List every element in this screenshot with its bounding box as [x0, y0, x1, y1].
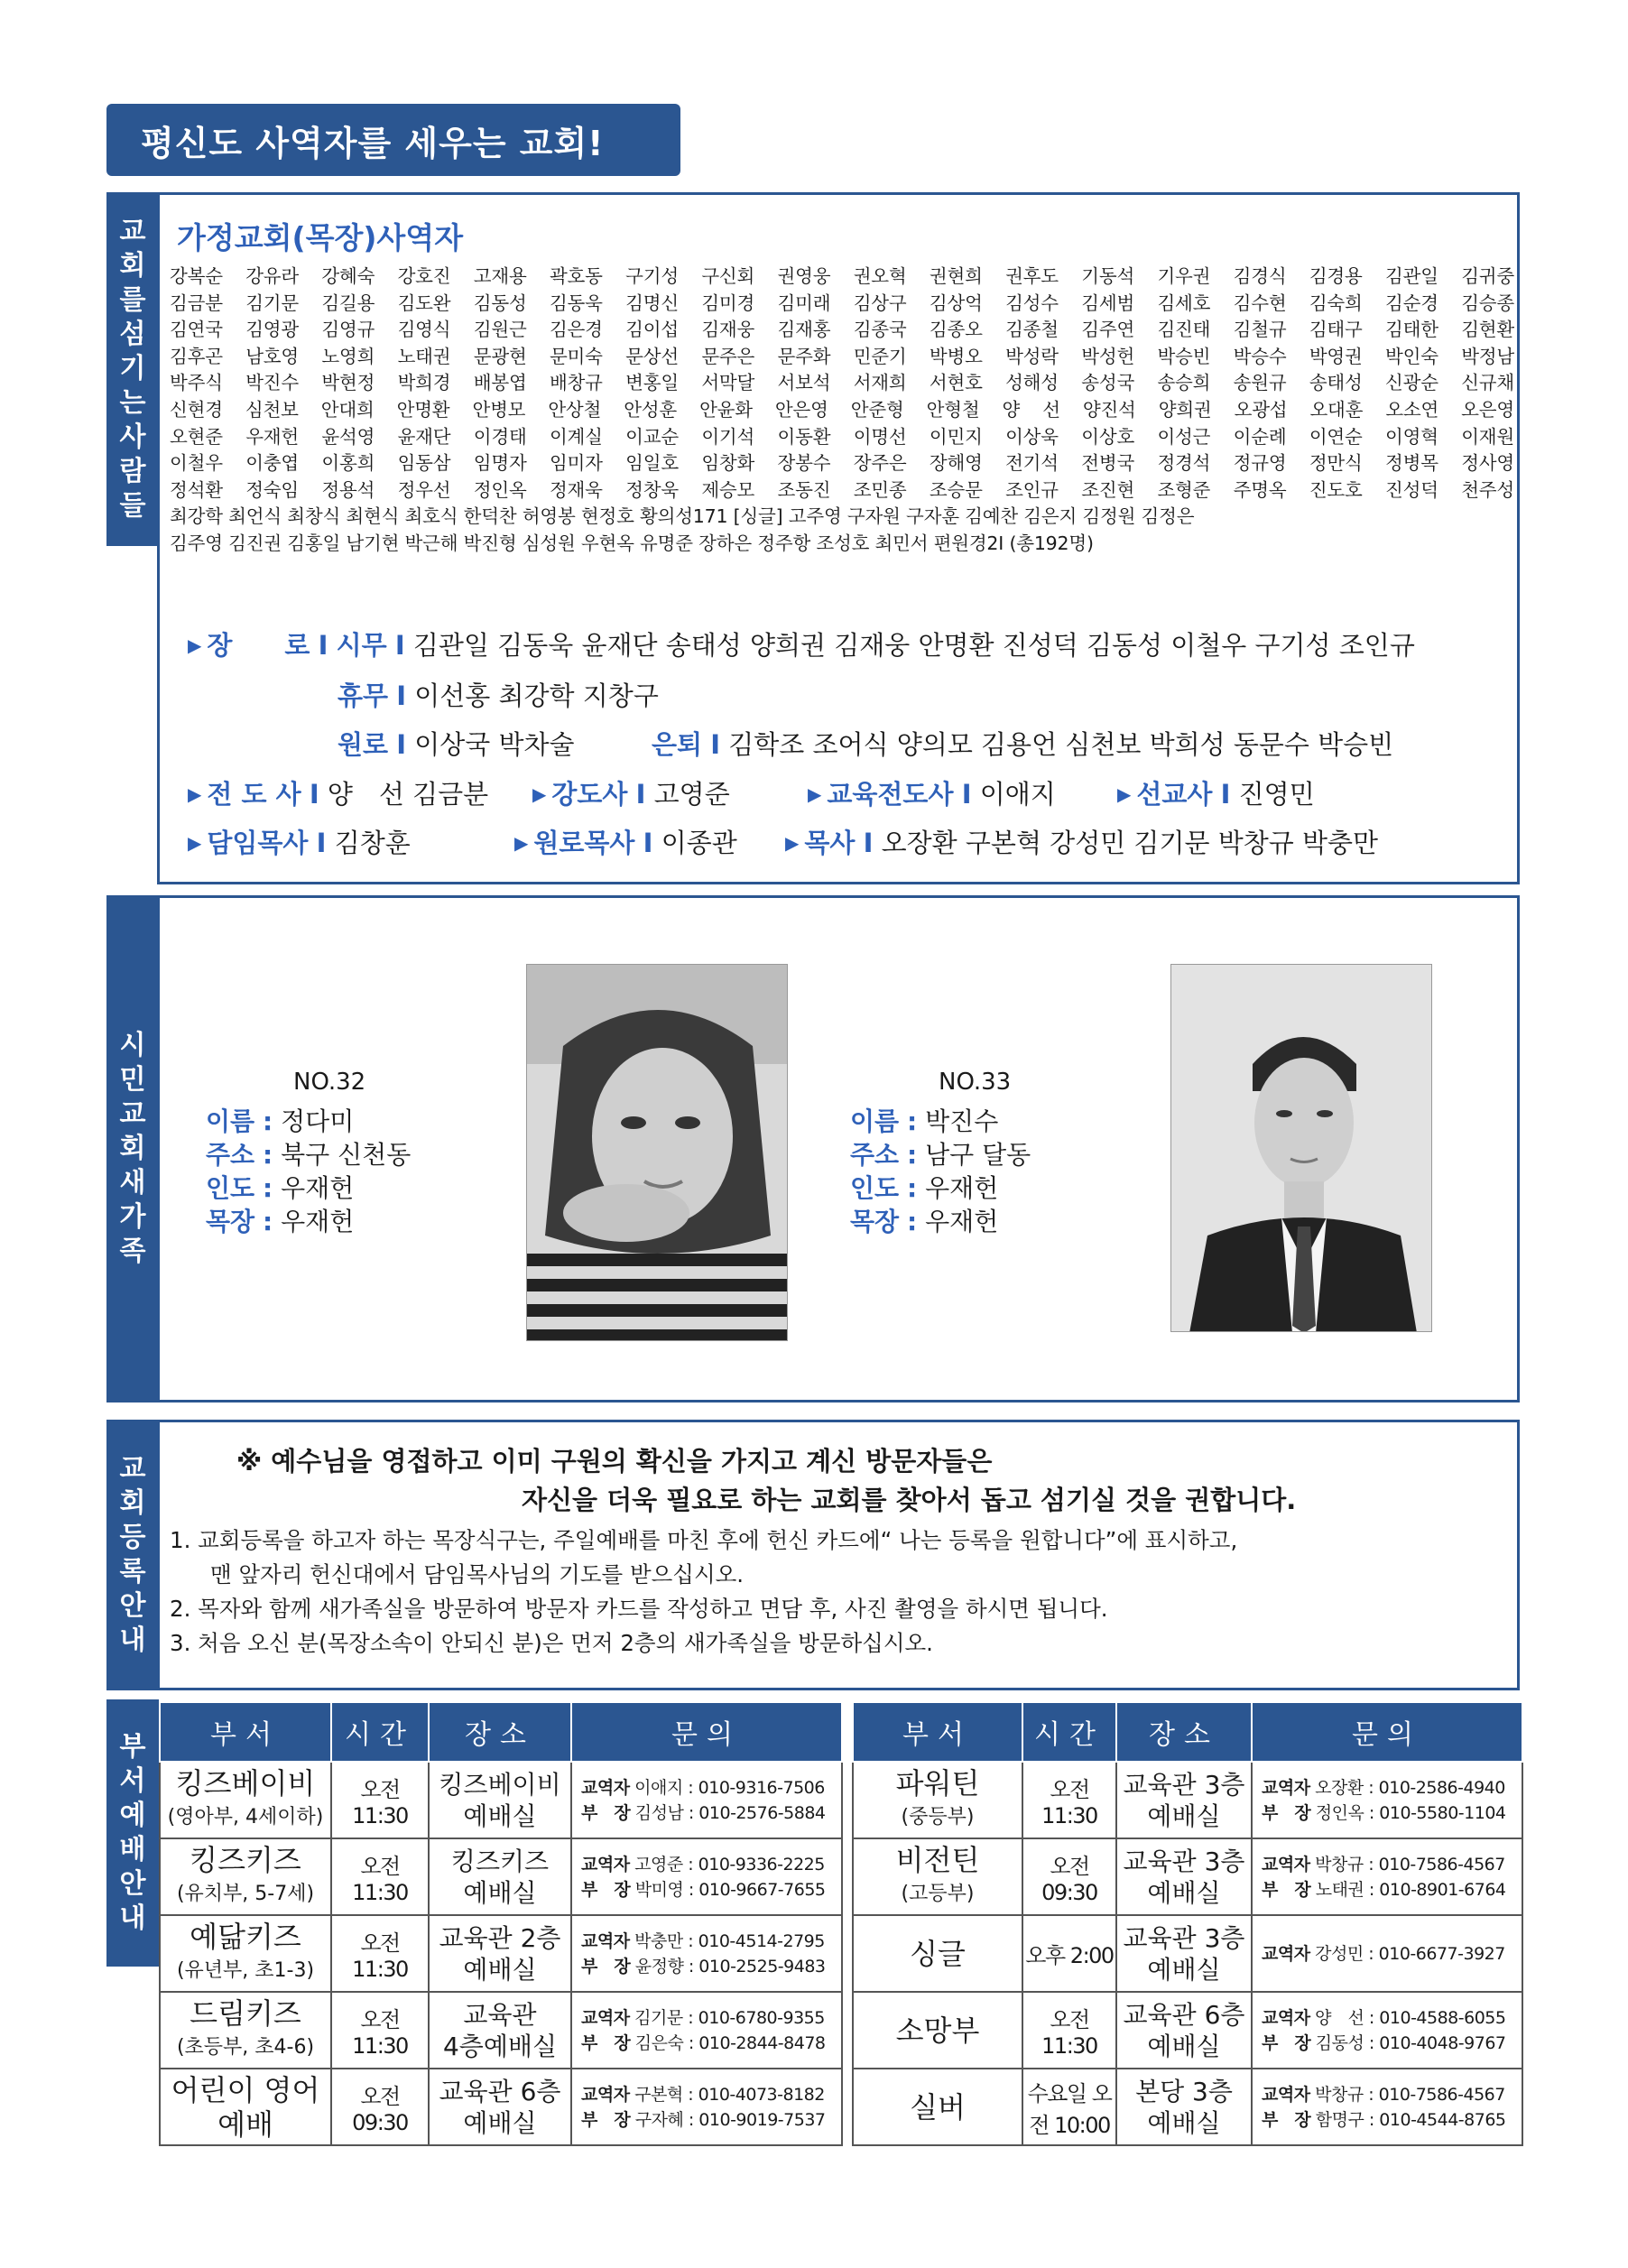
place-cell: [1116, 1762, 1252, 1838]
contact-role: 교역자: [1262, 1943, 1310, 1964]
separator: I: [394, 630, 405, 661]
dept-name: 어린이 영어예배: [171, 2072, 320, 2142]
dept-sub: (유년부, 초1-3): [176, 1958, 315, 1982]
schedule-row: [853, 2069, 1522, 2145]
side-label-char: 들: [119, 490, 146, 522]
contact-line-1: [581, 1775, 841, 1801]
place-cell: [429, 2069, 571, 2145]
senior-label: 담임목사: [207, 828, 309, 858]
contact-line-1: [581, 1929, 841, 1954]
dept-cell: [160, 1992, 331, 2069]
emeritus-pastor-label: 원로목사: [533, 828, 635, 858]
contact-value: 정인옥 : 010-5580-1104: [1315, 1802, 1506, 1823]
time-cell: 오후 2:00: [1022, 1915, 1116, 1992]
contact-cell: [571, 1762, 842, 1838]
dept-name: 비전틴: [895, 1842, 980, 1877]
header-contact: 문의: [571, 1702, 842, 1762]
member-leader-row: 목장 : 우재헌: [206, 1207, 355, 1236]
place-line-1: 교육관 3층: [1123, 1922, 1245, 1953]
place-line-1: 교육관 3층: [1123, 1769, 1245, 1800]
servant-names-line: 오현준 우재헌 윤석영 윤재단 이경태 이계실 이교순 이기석 이동환 이명선 이민지 이상욱 이상호 이성근 이순례 이연순 이영혁 이재원: [170, 425, 1514, 448]
contact-role: 부 장: [1262, 2032, 1311, 2053]
schedule-table-left: [159, 1701, 843, 2146]
triangle-icon: ▶: [188, 783, 202, 805]
schedule-row: [160, 1992, 842, 2069]
contact-value: 윤정향 : 010-2525-9483: [634, 1956, 826, 1976]
header-dept: 부서: [160, 1702, 331, 1762]
retired-elders: 김학조 조어식 양의모 김용언 심천보 박희성 동문수 박승빈: [728, 729, 1394, 760]
contact-value: 박미영 : 010-9667-7655: [634, 1879, 826, 1900]
contact-line-1: [1262, 1775, 1522, 1801]
schedule-row: [160, 2069, 842, 2145]
edu-label: 교육전도사: [827, 779, 954, 810]
dept-name: 실버: [910, 2089, 966, 2125]
photo-woman-image: [527, 965, 788, 1341]
contact-role: 부 장: [1262, 2109, 1311, 2130]
schedule-row: [160, 1838, 842, 1915]
servant-names-line: 강복순 강유라 강혜숙 강호진 고재용 곽호동 구기성 구신회 권영웅 권오혁 권현희 권후도 기동석 기우권 김경식 김경용 김관일 김귀중: [170, 265, 1514, 287]
contact-line-2: [1262, 1801, 1522, 1826]
staff-row-preacher: [532, 774, 730, 811]
time-cell: 오전 11:30: [331, 1992, 429, 2069]
time-cell: 오전 11:30: [331, 1762, 429, 1838]
place-line-2: 예배실: [463, 1877, 537, 1908]
member-number: NO.33: [939, 1069, 1012, 1096]
missionary: 진영민: [1238, 779, 1315, 810]
place-line-2: 예배실: [1147, 2107, 1221, 2138]
triangle-icon: ▶: [808, 783, 822, 805]
side-label-char: 회: [119, 250, 146, 282]
place-cell: [1116, 1992, 1252, 2069]
separator: I: [863, 828, 874, 858]
side-label-char: 사: [119, 421, 146, 453]
side-label-text: [120, 1029, 146, 1269]
side-label-char: 록: [119, 1556, 146, 1588]
contact-line-1: [1262, 2005, 1522, 2031]
contact-role: 교역자: [1262, 2084, 1310, 2105]
member-name: 박진수: [925, 1106, 999, 1136]
member-address-row: 주소 : 북구 신천동: [206, 1140, 412, 1170]
triangle-icon: ▶: [188, 832, 202, 854]
place-cell: [429, 1762, 571, 1838]
dept-name: 킹즈베이비: [175, 1765, 316, 1801]
contact-cell: [1252, 1762, 1522, 1838]
side-label-text: [120, 1730, 146, 1936]
contact-role: 교역자: [581, 1854, 630, 1875]
contact-role: 부 장: [581, 2109, 631, 2130]
contact-line-2: [581, 1954, 841, 1979]
servant-names-line: 이철우 이충엽 이홍희 임동삼 임명자 임미자 임일호 임창화 장봉수 장주은 장해영 전기석 전병국 정경석 정규영 정만식 정병목 정사영: [170, 452, 1514, 475]
header-dept: 부서: [853, 1702, 1022, 1762]
place-line-2: 예배실: [1147, 2031, 1221, 2061]
address-key: 주소: [206, 1140, 255, 1170]
place-line-1: 킹즈키즈: [450, 1846, 550, 1876]
separator: I: [316, 828, 327, 858]
staff-row-edu: [808, 774, 1056, 811]
contact-role: 교역자: [1262, 1777, 1310, 1798]
emeritus-pastor: 이종관: [661, 828, 737, 858]
side-label-text: [120, 1452, 146, 1658]
time-cell: 오전 09:30: [1022, 1838, 1116, 1915]
servant-names: [170, 264, 1514, 558]
evangelist-label: 전 도 사: [207, 779, 301, 810]
side-label-char: 내: [119, 1902, 146, 1934]
triangle-icon: ▶: [1117, 783, 1132, 805]
place-cell: [1116, 2069, 1252, 2145]
side-label-char: 예: [119, 1800, 146, 1831]
dept-cell: [853, 1992, 1022, 2069]
header-place: 장소: [429, 1702, 571, 1762]
contact-role: 교역자: [581, 1930, 630, 1951]
separator: I: [961, 779, 972, 810]
side-label-char: 교: [119, 1098, 146, 1130]
contact-value: 구본혁 : 010-4073-8182: [634, 2084, 825, 2105]
triangle-icon: ▶: [188, 634, 202, 656]
side-label-char: 교: [119, 1453, 146, 1485]
contact-role: 부 장: [1262, 1879, 1311, 1900]
member-guide: 우재헌: [925, 1173, 999, 1203]
schedule-row: [853, 1762, 1522, 1838]
dept-sub: (고등부): [901, 1882, 975, 1905]
side-label-char: 등: [119, 1522, 146, 1553]
separator: I: [1220, 779, 1231, 810]
contact-role: 교역자: [581, 2007, 630, 2028]
side-label-char: 민: [119, 1064, 146, 1096]
separator: I: [635, 779, 646, 810]
place-cell: [1116, 1915, 1252, 1992]
member-photo: [1170, 964, 1432, 1332]
dept-cell: [160, 2069, 331, 2145]
schedule-row: [853, 1992, 1522, 2069]
separator: I: [396, 729, 407, 760]
leader-key: 목장: [850, 1207, 900, 1236]
header-place: 장소: [1116, 1702, 1252, 1762]
contact-role: 부 장: [581, 2032, 631, 2053]
preacher: 고영준: [653, 779, 730, 810]
place-line-1: 본당 3층: [1135, 2076, 1233, 2106]
contact-role: 부 장: [1262, 1802, 1311, 1823]
place-line-1: 교육관 6층: [439, 2076, 561, 2106]
schedule-row: [160, 1762, 842, 1838]
member-photo: [526, 964, 788, 1341]
schedule-row: [853, 1915, 1522, 1992]
dept-name: 킹즈키즈: [190, 1842, 301, 1877]
header-time: 시간: [331, 1702, 429, 1762]
side-label-registration: [106, 1420, 159, 1690]
contact-line-1: [581, 1852, 841, 1877]
member-leader: 우재헌: [925, 1207, 999, 1236]
place-line-1: 킹즈베이비: [439, 1769, 561, 1800]
elder-label: 장 로: [207, 630, 310, 661]
side-label-char: 는: [119, 387, 146, 419]
servant-names-line: 정석환 정숙임 정용석 정우선 정인옥 정재욱 정창욱 제승모 조동진 조민종 조승문 조인규 조진현 조형준 주명옥 진도호 진성덕 천주성: [170, 478, 1514, 501]
dept-cell: [853, 2069, 1022, 2145]
dept-cell: [160, 1762, 331, 1838]
separator: I: [710, 729, 721, 760]
side-label-char: 새: [119, 1167, 146, 1199]
leave-elders: 이선홍 최강학 지창구: [414, 680, 659, 711]
contact-value: 김동성 : 010-4048-9767: [1315, 2032, 1506, 2053]
retired-label: 은퇴: [652, 729, 703, 760]
leader-key: 목장: [206, 1207, 255, 1236]
side-label-char: 가: [119, 1201, 146, 1233]
active-elders: 김관일 김동욱 윤재단 송태성 양희권 김재웅 안명환 진성덕 김동성 이철우 구기성 조인규: [412, 630, 1415, 661]
servants-title: 가정교회(목장)사역자: [177, 220, 464, 255]
emeritus-elders: 이상국 박차술: [414, 729, 575, 760]
staff-row-emeritus-pastor: [514, 823, 737, 860]
member-guide: 우재헌: [281, 1173, 355, 1203]
side-label-text: [120, 215, 146, 523]
preacher-label: 강도사: [551, 779, 628, 810]
triangle-icon: ▶: [532, 783, 547, 805]
name-key: 이름: [206, 1106, 255, 1136]
side-label-char: 배: [119, 1834, 146, 1865]
place-cell: [429, 1915, 571, 1992]
notice-line-1: ※ 예수님을 영접하고 이미 구원의 확신을 가지고 계신 방문자들은: [236, 1446, 993, 1477]
emeritus-label: 원로: [338, 729, 389, 760]
side-label-char: 부: [119, 1731, 146, 1763]
contact-line-1: [581, 2082, 841, 2107]
time-cell: 오전 11:30: [1022, 1762, 1116, 1838]
member-name: 정다미: [281, 1106, 355, 1136]
contact-role: 부 장: [581, 1802, 631, 1823]
contact-role: 교역자: [1262, 2007, 1310, 2028]
dept-name: 예닮키즈: [190, 1919, 301, 1954]
servant-names-line: 김후곤 남호영 노영희 노태권 문광현 문미숙 문상선 문주은 문주화 민준기 박병오 박성락 박성헌 박승빈 박승수 박영권 박인숙 박정남: [170, 345, 1514, 367]
dept-name: 소망부: [895, 2013, 980, 2048]
side-label-char: 시: [119, 1030, 146, 1061]
contact-value: 함명구 : 010-4544-8765: [1315, 2109, 1506, 2130]
place-line-2: 예배실: [1147, 1801, 1221, 1831]
triangle-icon: ▶: [785, 832, 800, 854]
contact-value: 양 선 : 010-4588-6055: [1315, 2007, 1506, 2028]
place-cell: [429, 1838, 571, 1915]
side-label-char: 내: [119, 1625, 146, 1656]
header-contact: 문의: [1252, 1702, 1522, 1762]
contact-role: 교역자: [1262, 1854, 1310, 1875]
time-cell: 수요일 오전 10:00: [1022, 2069, 1116, 2145]
staff-row-elders: [188, 625, 1415, 662]
contact-value: 오장환 : 010-2586-4940: [1315, 1777, 1505, 1798]
place-line-1: 교육관 3층: [1123, 1846, 1245, 1876]
place-line-2: 예배실: [463, 1801, 537, 1831]
member-number: NO.32: [293, 1069, 366, 1096]
servant-names-line: 김연국 김영광 김영규 김영식 김원근 김은경 김이섭 김재웅 김재홍 김종국 김종오 김종철 김주연 김진태 김철규 김태구 김태한 김현환: [170, 319, 1514, 341]
active-label: 시무: [336, 630, 387, 661]
pastors: 오장환 구본혁 강성민 김기문 박창규 박충만: [881, 828, 1379, 858]
place-cell: [1116, 1838, 1252, 1915]
place-line-1: 교육관 2층: [439, 1922, 561, 1953]
side-label-char: 교: [119, 216, 146, 247]
time-cell: 오전 11:30: [331, 1838, 429, 1915]
contact-value: 박충만 : 010-4514-2795: [634, 1930, 825, 1951]
address-key: 주소: [850, 1140, 900, 1170]
side-label-char: 를: [119, 284, 146, 316]
member-leader-row: 목장 : 우재헌: [850, 1207, 999, 1236]
contact-value: 김성남 : 010-2576-5884: [634, 1802, 826, 1823]
member-address-row: 주소 : 남구 달동: [850, 1140, 1031, 1170]
side-label-char: 서: [119, 1765, 146, 1797]
contact-value: 김기문 : 010-6780-9355: [634, 2007, 825, 2028]
dept-cell: [160, 1915, 331, 1992]
notice-line-2: 자신을 더욱 필요로 하는 교회를 찾아서 돕고 섬기실 것을 권합니다.: [522, 1485, 1297, 1515]
dept-cell: [853, 1762, 1022, 1838]
guide-item-1: 1. 교회등록을 하고자 하는 목장식구는, 주일예배를 마친 후에 헌신 카드에“ 나는 등록을 원합니다”에 표시하고,: [170, 1527, 1238, 1553]
dept-sub: (영아부, 4세이하): [167, 1805, 324, 1828]
contact-line-1: [581, 2005, 841, 2031]
dept-sub: (중등부): [901, 1805, 975, 1828]
member-name-row: 이름 : 박진수: [850, 1106, 999, 1136]
servant-names-line: 김금분 김기문 김길용 김도완 김동성 김동욱 김명신 김미경 김미래 김상구 김상억 김성수 김세범 김세호 김수현 김숙희 김순경 김승종: [170, 292, 1514, 314]
contact-value: 노태권 : 010-8901-6764: [1315, 1879, 1506, 1900]
dept-name: 파워틴: [895, 1765, 980, 1801]
photo-man-image: [1171, 965, 1432, 1332]
servant-names-line: 신현경 심천보 안대희 안명환 안병모 안상철 안성훈 안윤화 안은영 안준형 안형철 양 선 양진석 양희권 오광섭 오대훈 오소연 오은영: [170, 398, 1514, 421]
place-line-2: 예배실: [1147, 1954, 1221, 1985]
guide-key: 인도: [206, 1173, 255, 1203]
side-label-char: 기: [119, 353, 146, 384]
contact-line-1: [1262, 1941, 1522, 1967]
place-line-1: 교육관 6층: [1123, 1999, 1245, 2030]
place-line-2: 예배실: [1147, 1877, 1221, 1908]
contact-cell: [1252, 1992, 1522, 2069]
guide-item-2: 2. 목자와 함께 새가족실을 방문하여 방문자 카드를 작성하고 면담 후, 사진 촬영을 하시면 됩니다.: [170, 1596, 1108, 1622]
header-time: 시간: [1022, 1702, 1116, 1762]
place-line-2: 4층예배실: [442, 2031, 557, 2061]
dept-cell: [160, 1838, 331, 1915]
contact-line-1: [1262, 1852, 1522, 1877]
side-label-char: 회: [119, 1133, 146, 1164]
servant-names-line: 박주식 박진수 박현정 박희경 배봉엽 배창규 변홍일 서막달 서보석 서재희 서현호 성해성 송성국 송승희 송원규 송태성 신광순 신규채: [170, 372, 1514, 394]
servant-names-line: 김주영 김진권 김홍일 남기현 박근해 박진형 심성원 우현옥 유명준 장하은 정주항 조성호 최민서 편원경2I (총192명): [170, 532, 1094, 554]
side-label-char: 람: [119, 456, 146, 487]
contact-role: 교역자: [581, 1777, 630, 1798]
contact-value: 박창규 : 010-7586-4567: [1315, 1854, 1505, 1875]
staff-row-senior: [188, 823, 411, 860]
separator: I: [643, 828, 653, 858]
side-label-dept-worship: [106, 1699, 159, 1967]
separator: I: [396, 680, 407, 711]
contact-cell: [1252, 2069, 1522, 2145]
contact-value: 구자혜 : 010-9019-7537: [634, 2109, 826, 2130]
contact-role: 교역자: [581, 2084, 630, 2105]
contact-cell: [571, 2069, 842, 2145]
place-line-1: 교육관: [463, 1999, 537, 2030]
dept-sub: (초등부, 초4-6): [176, 2035, 315, 2059]
triangle-icon: ▶: [514, 832, 529, 854]
senior-pastor: 김창훈: [334, 828, 411, 858]
side-label-servants: [106, 192, 159, 546]
place-line-2: 예배실: [463, 1954, 537, 1985]
contact-cell: [571, 1992, 842, 2069]
side-label-char: 안: [119, 1590, 146, 1622]
place-line-2: 예배실: [463, 2107, 537, 2138]
contact-value: 박창규 : 010-7586-4567: [1315, 2084, 1505, 2105]
name-key: 이름: [850, 1106, 900, 1136]
missionary-label: 선교사: [1136, 779, 1213, 810]
contact-line-2: [1262, 2107, 1522, 2133]
servant-names-line: 최강학 최언식 최창식 최현식 최호식 한덕찬 허영봉 현정호 황의성171 [싱글] 고주영 구자원 구자훈 김예찬 김은지 김정원 김정은: [170, 505, 1195, 528]
leave-label: 휴무: [338, 680, 389, 711]
dept-cell: [853, 1838, 1022, 1915]
side-label-new-family: [106, 895, 159, 1402]
contact-role: 부 장: [581, 1956, 631, 1976]
contact-line-2: [581, 1801, 841, 1826]
pastor-label: 목사: [804, 828, 856, 858]
member-guide-row: 인도 : 우재헌: [206, 1173, 355, 1203]
contact-line-2: [581, 2031, 841, 2056]
side-label-char: 회: [119, 1487, 146, 1519]
time-cell: 오전 11:30: [1022, 1992, 1116, 2069]
staff-row-emeritus: [338, 725, 575, 762]
staff-row-retired: [652, 725, 1393, 762]
member-guide-row: 인도 : 우재헌: [850, 1173, 999, 1203]
dept-sub: (유치부, 5-7세): [176, 1882, 315, 1905]
contact-value: 이애지 : 010-9316-7506: [634, 1777, 825, 1798]
schedule-row: [853, 1838, 1522, 1915]
dept-cell: [853, 1915, 1022, 1992]
member-address: 북구 신천동: [281, 1140, 412, 1170]
contact-line-1: [1262, 2082, 1522, 2107]
staff-row-missionary: [1117, 774, 1315, 811]
member-name-row: 이름 : 정다미: [206, 1106, 355, 1136]
contact-line-2: [1262, 2031, 1522, 2056]
guide-key: 인도: [850, 1173, 900, 1203]
side-label-char: 섬: [119, 319, 146, 350]
contact-value: 고영준 : 010-9336-2225: [634, 1854, 825, 1875]
contact-cell: [571, 1838, 842, 1915]
dept-name: 드림키즈: [190, 1995, 301, 2031]
staff-row-evangelist: [188, 774, 488, 811]
contact-cell: [1252, 1838, 1522, 1915]
contact-cell: [571, 1915, 842, 1992]
guide-item-1-cont: 맨 앞자리 헌신대에서 담임목사님의 기도를 받으십시오.: [210, 1561, 745, 1588]
evangelists: 양 선 김금분: [327, 779, 489, 810]
time-cell: 오전 11:30: [331, 1915, 429, 1992]
member-leader: 우재헌: [281, 1207, 355, 1236]
contact-role: 부 장: [581, 1879, 631, 1900]
separator: I: [318, 630, 328, 661]
contact-cell: [1252, 1915, 1522, 1992]
member-address: 남구 달동: [925, 1140, 1031, 1170]
contact-value: 김은숙 : 010-2844-8478: [634, 2032, 826, 2053]
place-cell: [429, 1992, 571, 2069]
staff-row-pastor: [785, 823, 1378, 860]
contact-line-2: [1262, 1877, 1522, 1902]
guide-item-3: 3. 처음 오신 분(목장소속이 안되신 분)은 먼저 2층의 새가족실을 방문하십시오.: [170, 1630, 933, 1656]
schedule-row: [160, 1915, 842, 1992]
staff-row-leave: [338, 676, 659, 713]
schedule-table-right: [852, 1701, 1523, 2146]
contact-value: 강성민 : 010-6677-3927: [1315, 1943, 1505, 1964]
side-label-char: 족: [119, 1236, 146, 1267]
dept-name: 싱글: [910, 1936, 966, 1971]
separator: I: [309, 779, 319, 810]
side-label-char: 안: [119, 1868, 146, 1900]
time-cell: 오전 09:30: [331, 2069, 429, 2145]
page-title: 평신도 사역자를 세우는 교회!: [106, 104, 680, 176]
contact-line-2: [581, 1877, 841, 1902]
contact-line-2: [581, 2107, 841, 2133]
edu-evangelist: 이애지: [979, 779, 1056, 810]
